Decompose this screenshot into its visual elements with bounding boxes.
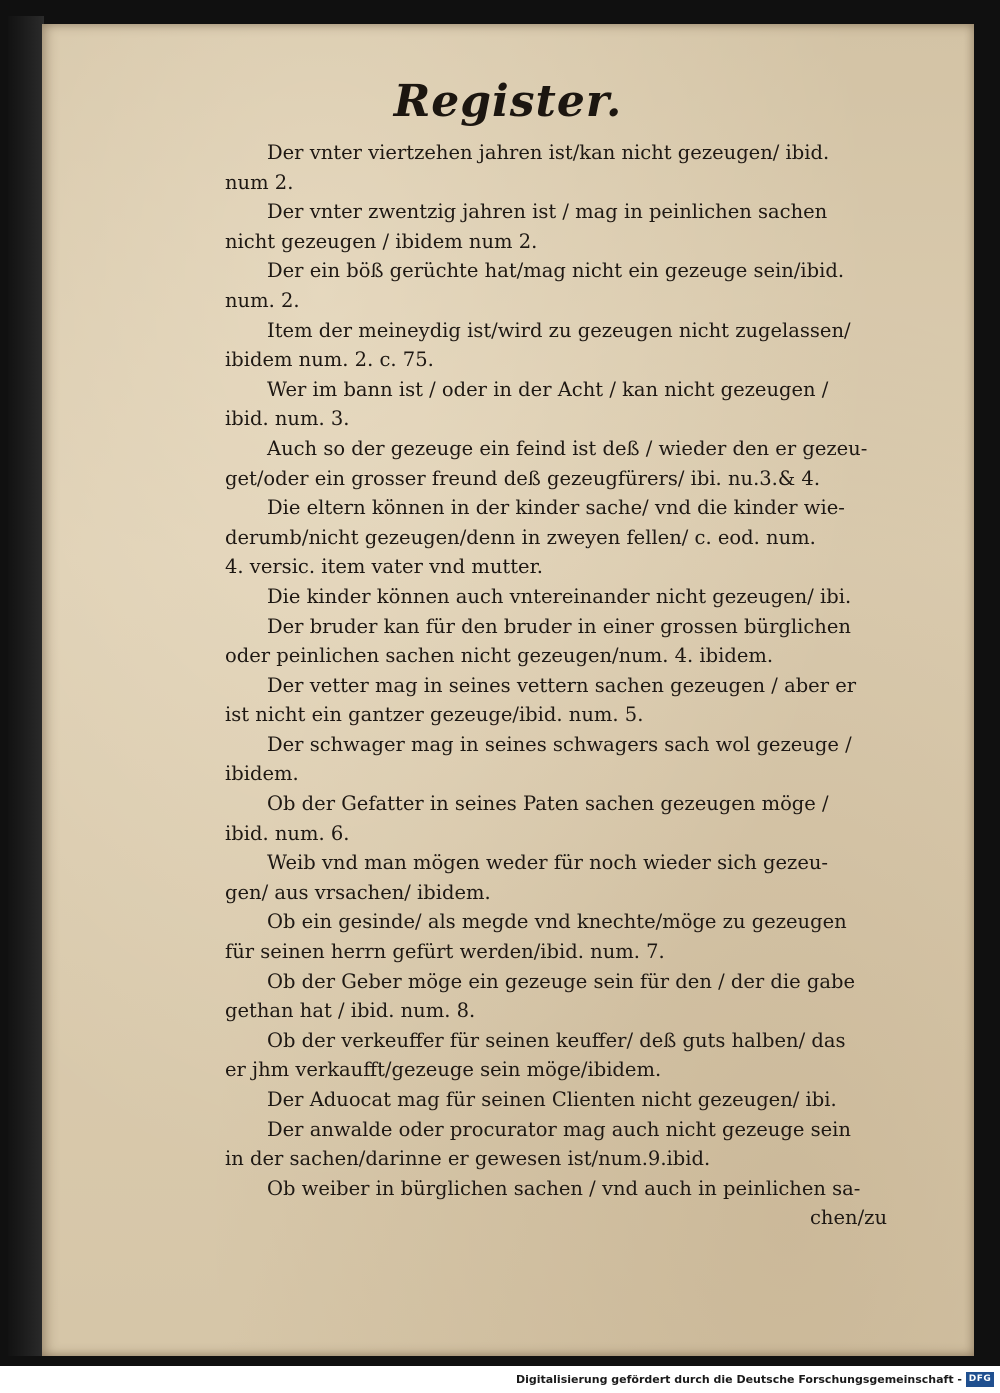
register-entry (225, 316, 905, 375)
entry-line: Ob der Gefatter in seines Paten sachen gezeugen möge / (267, 792, 829, 816)
entry-line: Der vnter viertzehen jahren ist/kan nicht gezeugen/ ibid. (267, 141, 830, 164)
register-entry (225, 1026, 905, 1085)
entry-line: Wer im bann ist / oder in der Acht / kan nicht gezeugen / (267, 377, 829, 401)
register-entry (225, 789, 905, 848)
entry-line: nicht gezeugen / ibidem num 2. (225, 229, 538, 253)
entry-line: Der schwager mag in seines schwagers sach wol gezeuge / (267, 732, 852, 756)
register-entry (225, 493, 905, 582)
register-entry (225, 1085, 905, 1115)
entry-line: gethan hat / ibid. num. 8. (225, 999, 476, 1023)
entry-line: derumb/nicht gezeugen/denn in zweyen fellen/ c. eod. num. (225, 525, 816, 549)
entry-line: Die eltern können in der kinder sache/ vnd die kinder wie- (267, 496, 845, 520)
entry-line: Der vnter zwentzig jahren ist / mag in peinlichen sachen (267, 200, 828, 224)
page-title: Register. (393, 76, 623, 127)
register-entry (225, 256, 905, 315)
entry-line: in der sachen/darinne er gewesen ist/num.9.ibid. (225, 1147, 711, 1171)
book-page (42, 24, 974, 1356)
entry-line: Ob weiber in bürglichen sachen / vnd auch in peinlichen sa- (267, 1176, 861, 1200)
entry-line: Item der meineydig ist/wird zu gezeugen nicht zugelassen/ (267, 318, 851, 342)
entry-line: Die kinder können auch vntereinander nicht gezeugen/ ibi. (267, 584, 852, 608)
entry-line: num 2. (225, 170, 294, 194)
register-entry (225, 1174, 905, 1204)
footer-bar (0, 1366, 1000, 1393)
register-entry (225, 967, 905, 1026)
entry-line: für seinen herrn gefürt werden/ibid. num. 7. (225, 940, 665, 964)
dfg-logo: DFG (966, 1372, 994, 1387)
entry-line: Weib vnd man mögen weder für noch wieder sich gezeu- (267, 851, 829, 875)
register-entry (225, 612, 905, 671)
register-entry (225, 197, 905, 256)
entry-line: ibidem. (225, 762, 299, 786)
register-entry (225, 907, 905, 966)
register-entry (225, 138, 905, 197)
entry-line: Ob der Geber möge ein gezeuge sein für den / der die gabe (267, 969, 855, 993)
entry-line: ibid. num. 6. (225, 821, 350, 845)
entry-line: Der ein böß gerüchte hat/mag nicht ein gezeuge sein/ibid. (267, 259, 845, 283)
register-entry (225, 375, 905, 434)
entry-line: Der Aduocat mag für seinen Clienten nicht gezeugen/ ibi. (267, 1088, 837, 1111)
register-entry (225, 671, 905, 730)
register-entry (225, 582, 905, 612)
register-entries (225, 138, 905, 1233)
register-entry (225, 1115, 905, 1174)
entry-line: Der anwalde oder procurator mag auch nicht gezeuge sein (267, 1117, 851, 1141)
entry-line: 4. versic. item vater vnd mutter. (225, 555, 543, 579)
entry-line: Auch so der gezeuge ein feind ist deß / wieder den er gezeu- (267, 436, 868, 460)
entry-line: num. 2. (225, 288, 300, 312)
register-entry (225, 730, 905, 789)
entry-line: Ob ein gesinde/ als megde vnd knechte/möge zu gezeugen (267, 910, 847, 934)
entry-line: ist nicht ein gantzer gezeuge/ibid. num. 5. (225, 703, 644, 727)
entry-line: oder peinlichen sachen nicht gezeugen/num. 4. ibidem. (225, 644, 774, 668)
register-entry (225, 434, 905, 493)
entry-line: ibidem num. 2. c. 75. (225, 348, 434, 372)
entry-line: Der vetter mag in seines vettern sachen gezeugen / aber er (267, 673, 857, 697)
entry-line: ibid. num. 3. (225, 407, 350, 431)
entry-line: er jhm verkaufft/gezeuge sein möge/ibidem. (225, 1058, 662, 1082)
entry-line: get/oder ein grosser freund deß gezeugfürers/ ibi. nu.3.& 4. (225, 466, 821, 490)
book-edge (8, 16, 44, 1356)
register-entry (225, 848, 905, 907)
catchword: chen/zu (810, 1206, 887, 1230)
entry-line: gen/ aus vrsachen/ ibidem. (225, 880, 491, 904)
funding-credit: Digitalisierung gefördert durch die Deutsche Forschungsgemeinschaft - (515, 1373, 962, 1386)
entry-line: Ob der verkeuffer für seinen keuffer/ deß guts halben/ das (267, 1028, 846, 1052)
entry-line: Der bruder kan für den bruder in einer grossen bürglichen (267, 614, 851, 638)
